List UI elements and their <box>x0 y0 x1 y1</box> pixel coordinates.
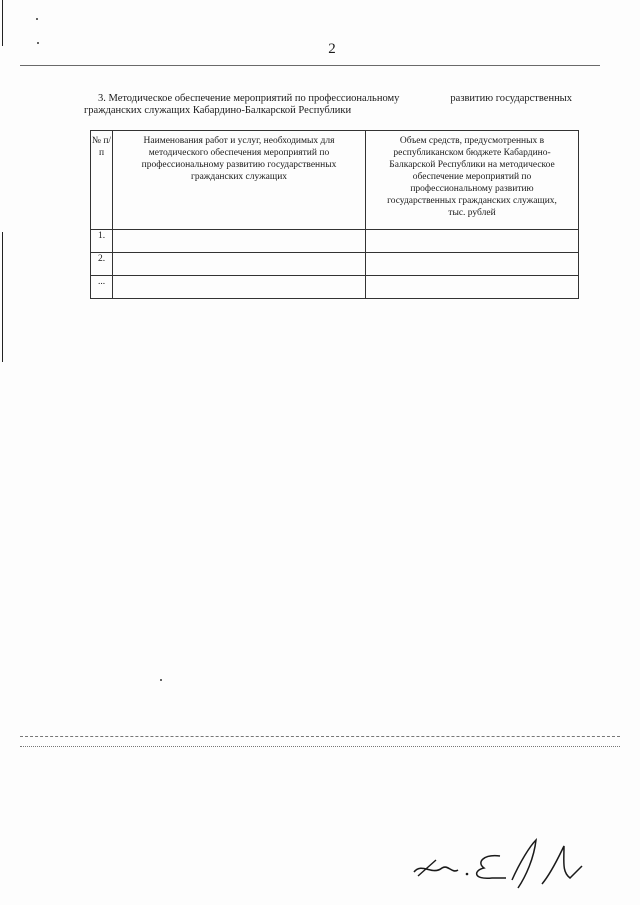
table-row <box>91 276 579 299</box>
row-amount <box>366 276 579 299</box>
header-number: № п/п <box>91 131 113 230</box>
heading-line1-right: развитию государственных <box>450 93 572 104</box>
row-number: 2. <box>91 253 113 276</box>
row-number: ... <box>91 276 113 299</box>
scan-edge-top <box>2 0 3 46</box>
scan-speck <box>160 679 162 681</box>
header-amount: Объем средств, предусмотренных в республиканском бюджете Кабардино-Балкарской Республики на методическое обеспечение мероприятий по профессиональному развитию государственных гражданских служащих, тыс. рублей <box>366 131 579 230</box>
scan-line-artifact <box>20 736 620 737</box>
heading-line2: гражданских служащих Кабардино-Балкарской Республики <box>84 105 352 116</box>
header-rule <box>20 65 600 66</box>
signature-mark <box>412 832 592 892</box>
row-number: 1. <box>91 230 113 253</box>
scan-line-artifact <box>20 746 620 747</box>
table-row <box>91 230 579 253</box>
row-name <box>113 253 366 276</box>
scan-speck <box>36 18 38 20</box>
table-header-row <box>91 131 579 230</box>
row-name <box>113 230 366 253</box>
scan-edge-mid <box>2 232 3 362</box>
row-name <box>113 276 366 299</box>
row-amount <box>366 253 579 276</box>
page-number: 2 <box>328 41 336 57</box>
table-row <box>91 253 579 276</box>
header-name: Наименования работ и услуг, необходимых для методического обеспечения мероприятий по профессиональному развитию государственных гражданских служащих <box>113 131 366 230</box>
funding-table <box>90 130 579 299</box>
heading-line1-left: 3. Методическое обеспечение мероприятий по профессиональному <box>98 93 400 104</box>
row-amount <box>366 230 579 253</box>
section-heading <box>84 93 572 117</box>
